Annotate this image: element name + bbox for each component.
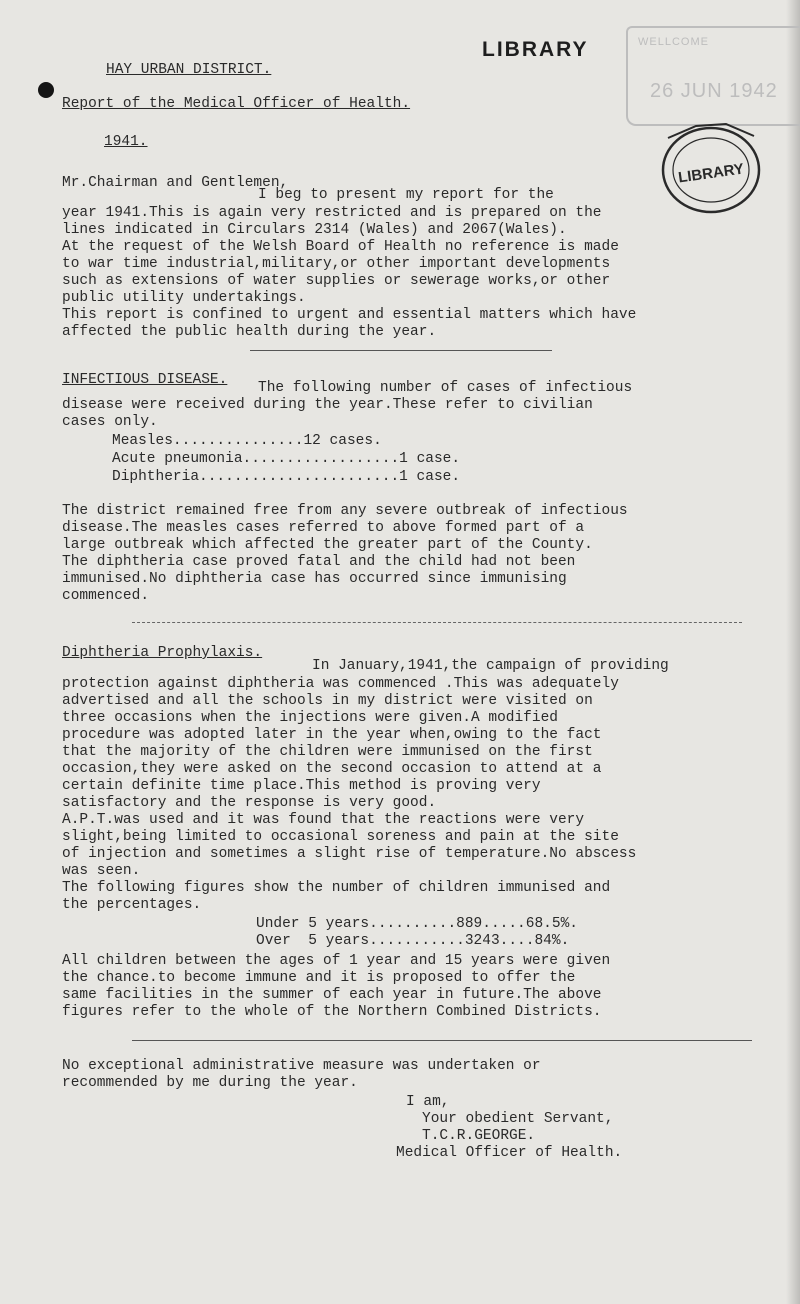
- intro-line: year 1941.This is again very restricted and is prepared on the: [62, 205, 602, 221]
- case-row-measles: [112, 433, 382, 449]
- salutation: Mr.Chairman and Gentlemen,: [62, 175, 289, 191]
- library-stamp: LIBRARY: [482, 38, 589, 61]
- section-divider: [132, 1040, 752, 1041]
- figure-number: 3243: [464, 933, 500, 949]
- prophylaxis-line: that the majority of the children were immunised on the first: [62, 744, 593, 760]
- received-stamp-header: WELLCOME: [638, 36, 709, 48]
- admin-line: No exceptional administrative measure was undertaken or: [62, 1058, 541, 1074]
- prophylaxis-closing-line: All children between the ages of 1 year and 15 years were given: [62, 953, 611, 969]
- intro-line: public utility undertakings.: [62, 290, 306, 306]
- case-leader-dots: ...............: [172, 433, 304, 449]
- section-divider: [250, 350, 552, 351]
- intro-line: I beg to present my report for the: [258, 187, 554, 203]
- prophylaxis-line: three occasions when the injections were given.A modified: [62, 710, 558, 726]
- prophylaxis-line: of injection and sometimes a slight rise of temperature.No abscess: [62, 846, 637, 862]
- intro-line: At the request of the Welsh Board of Health no reference is made: [62, 239, 619, 255]
- case-row-pneumonia: [112, 451, 460, 467]
- intro-line: This report is confined to urgent and essential matters which have: [62, 307, 637, 323]
- signoff-i-am: I am,: [406, 1094, 450, 1110]
- signoff-servant: Your obedient Servant,: [422, 1111, 614, 1127]
- case-leader-dots: .......................: [199, 469, 400, 485]
- prophylaxis-closing-line: same facilities in the summer of each year in future.The above: [62, 987, 602, 1003]
- prophylaxis-closing-line: the chance.to become immune and it is proposed to offer the: [62, 970, 576, 986]
- intro-line: affected the public health during the year.: [62, 324, 437, 340]
- intro-line: lines indicated in Circulars 2314 (Wales) and 2067(Wales).: [62, 222, 567, 238]
- figure-percent: 68.5%.: [525, 916, 578, 932]
- infectious-para-line: large outbreak which affected the greater part of the County.: [62, 537, 593, 553]
- prophylaxis-closing-line: figures refer to the whole of the Northern Combined Districts.: [62, 1004, 602, 1020]
- figure-group: Over 5 years: [256, 933, 370, 949]
- library-seal: [656, 118, 766, 228]
- figure-group: Under 5 years: [256, 916, 370, 932]
- signoff-title: Medical Officer of Health.: [396, 1145, 623, 1161]
- case-disease: Acute pneumonia: [112, 451, 243, 467]
- prophylaxis-line: the percentages.: [62, 897, 202, 913]
- case-count: 1 case.: [399, 469, 461, 485]
- infectious-lead: The following number of cases of infectious: [258, 380, 633, 396]
- prophylaxis-heading: Diphtheria Prophylaxis.: [62, 645, 263, 661]
- figure-separator: .....: [482, 916, 526, 932]
- figure-separator: ....: [499, 933, 535, 949]
- case-disease: Diphtheria: [112, 469, 200, 485]
- prophylaxis-line: satisfactory and the response is very good.: [62, 795, 437, 811]
- prophylaxis-line: procedure was adopted later in the year when,owing to the fact: [62, 727, 602, 743]
- case-row-diphtheria: [112, 469, 460, 485]
- prophylaxis-line: The following figures show the number of children immunised and: [62, 880, 611, 896]
- infectious-para-line: disease.The measles cases referred to above formed part of a: [62, 520, 585, 536]
- section-divider: [132, 622, 742, 623]
- figure-leader-dots: ...........: [369, 933, 465, 949]
- admin-line: recommended by me during the year.: [62, 1075, 358, 1091]
- page-edge-shadow: [786, 0, 800, 1304]
- prophylaxis-line: protection against diphtheria was commenced .This was adequately: [62, 676, 619, 692]
- prophylaxis-line: A.P.T.was used and it was found that the reactions were very: [62, 812, 585, 828]
- seal-text: LIBRARY: [677, 160, 745, 187]
- received-stamp-date: 26 JUN 1942: [650, 80, 778, 102]
- prophylaxis-line: occasion,they were asked on the second occasion to attend at a: [62, 761, 602, 777]
- infectious-para-line: The diphtheria case proved fatal and the child had not been: [62, 554, 576, 570]
- infectious-para-line: The district remained free from any severe outbreak of infectious: [62, 503, 628, 519]
- prophylaxis-line: was seen.: [62, 863, 141, 879]
- infectious-line: disease were received during the year.These refer to civilian: [62, 397, 593, 413]
- case-disease: Measles: [112, 433, 173, 449]
- infectious-disease-heading: INFECTIOUS DISEASE.: [62, 372, 228, 388]
- figure-number: 889: [456, 916, 483, 932]
- infectious-para-line: commenced.: [62, 588, 150, 604]
- prophylaxis-line: advertised and all the schools in my district were visited on: [62, 693, 593, 709]
- prophylaxis-line: certain definite time place.This method is proving very: [62, 778, 541, 794]
- figure-percent: 84%.: [534, 933, 570, 949]
- case-count: 12 cases.: [303, 433, 382, 449]
- figure-row-over-5: [256, 933, 569, 949]
- infectious-para-line: immunised.No diphtheria case has occurred since immunising: [62, 571, 567, 587]
- intro-line: such as extensions of water supplies or sewerage works,or other: [62, 273, 611, 289]
- infectious-line: cases only.: [62, 414, 158, 430]
- punch-hole: [38, 82, 54, 98]
- figure-leader-dots: ..........: [369, 916, 457, 932]
- received-date-stamp: [626, 26, 800, 126]
- report-year: 1941.: [104, 134, 148, 150]
- case-count: 1 case.: [399, 451, 461, 467]
- intro-line: to war time industrial,military,or other important developments: [62, 256, 611, 272]
- prophylaxis-lead: In January,1941,the campaign of providing: [312, 658, 669, 674]
- report-title: Report of the Medical Officer of Health.: [62, 96, 411, 112]
- figure-row-under-5: [256, 916, 578, 932]
- prophylaxis-line: slight,being limited to occasional soreness and pain at the site: [62, 829, 619, 845]
- signoff-name: T.C.R.GEORGE.: [422, 1128, 536, 1144]
- case-leader-dots: ..................: [242, 451, 400, 467]
- district-heading: HAY URBAN DISTRICT.: [106, 62, 272, 78]
